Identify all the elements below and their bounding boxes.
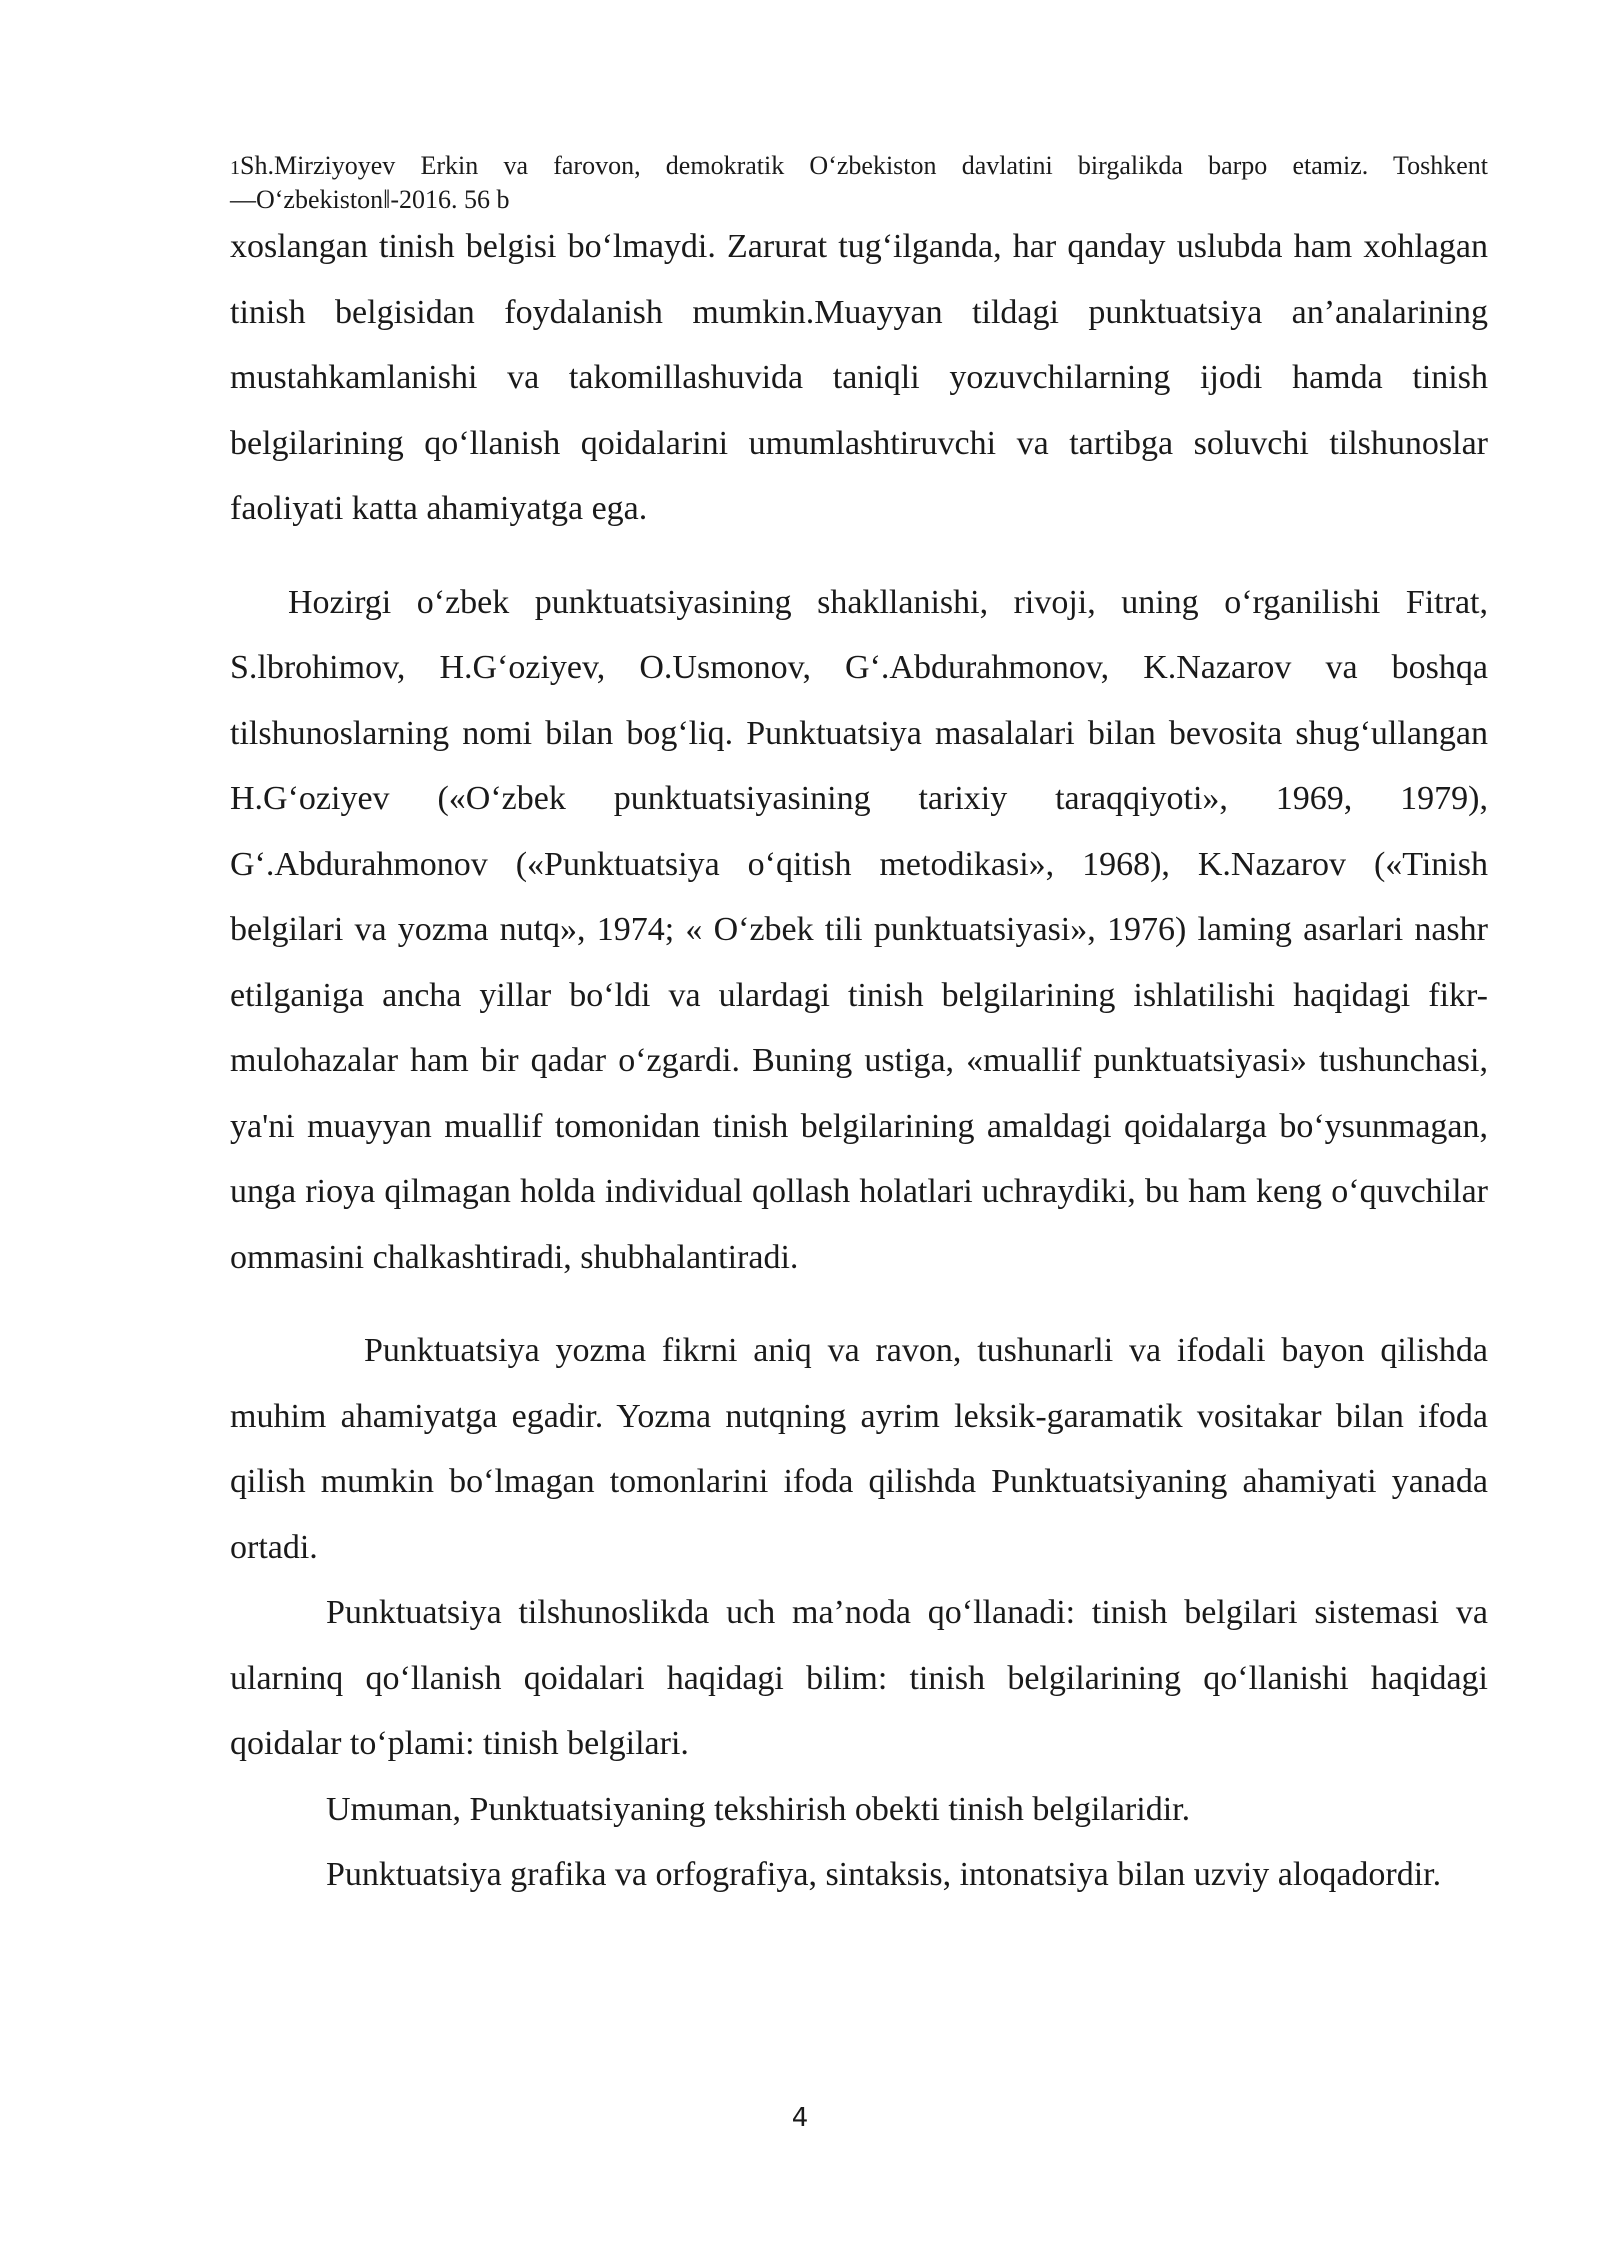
paragraph-3: Punktuatsiya yozma fikrni aniq va ravon, tushunarli va ifodali bayon qilishda muhim ahamiyatga egadir. Yozma nutqning ayrim leksik-garamatik vositakar bilan ifoda qilish mumkin bo‘lmagan tomonlarini ifoda qilishda Punktuatsiyaning ahamiyati yanada ortadi. <box>230 1332 1488 1566</box>
footnote <box>230 150 1488 216</box>
footnote-marker: 1 <box>230 157 240 179</box>
paragraph-1: xoslangan tinish belgisi bo‘lmaydi. Zarurat tug‘ilganda, har qanday uslubda ham xohlagan tinish belgisidan foydalanish mumkin.Muayyan tildagi punktuatsiya an’analarining mustahkamlanishi va takomillashuvida taniqli yozuvchilarning ijodi hamda tinish belgilarining qo‘llanish qoidalarini umumlashtiruvchi va tartibga soluvchi tilshunoslar faoliyati katta ahamiyatga ega. <box>230 228 1488 527</box>
paragraph-5: Umuman, Punktuatsiyaning tekshirish obekti tinish belgilaridir. <box>326 1790 1191 1828</box>
paragraph-4: Punktuatsiya tilshunoslikda uch ma’noda qo‘llanadi: tinish belgilari sistemasi va ularninq qo‘llanish qoidalari haqidagi bilim: tinish belgilarining qo‘llanishi haqidagi qoidalar to‘plami: tinish belgilari. <box>230 1594 1488 1762</box>
page-number: 4 <box>791 2103 809 2133</box>
paragraph-2: Hozirgi o‘zbek punktuatsiyasining shakllanishi, rivoji, uning o‘rganilishi Fitrat, S.lbrohimov, H.G‘oziyev, O.Usmonov, G‘.Abdurahmonov, K.Nazarov va boshqa tilshunoslarning nomi bilan bog‘liq. Punktuatsiya masalalari bilan bevosita shug‘ullangan H.G‘oziyev («O‘zbek punktuatsiyasining tarixiy taraqqiyoti», 1969, 1979), G‘.Abdurahmonov («Punktuatsiya o‘qitish metodikasi», 1968), K.Nazarov («Tinish belgilari va yozma nutq», 1974; « O‘zbek tili punktuatsiyasi», 1976) laming asarlari nashr etilganiga ancha yillar bo‘ldi va ulardagi tinish belgilarining ishlatilishi haqidagi fikr-mulohazalar ham bir qadar o‘zgardi. Buning ustiga, «muallif punktuatsiyasi» tushunchasi, ya'ni muayyan muallif tomonidan tinish belgilarining amaldagi qoidalarga bo‘ysunmagan, unga rioya qilmagan holda individual qollash holatlari uchraydiki, bu ham keng o‘quvchilar ommasini chalkashtiradi, shubhalantiradi. <box>230 583 1488 1276</box>
paragraph-6: Punktuatsiya grafika va orfografiya, sintaksis, intonatsiya bilan uzviy aloqadordir. <box>326 1856 1442 1893</box>
footnote-line-1: Sh.Mirziyoyev Erkin va farovon, demokratik O‘zbekiston davlatini birgalikda barpo etamiz. Toshkent <box>240 151 1488 180</box>
footnote-line-2: ―O‘zbekiston‖-2016. 56 b <box>230 185 510 214</box>
body-text <box>230 214 1488 1908</box>
